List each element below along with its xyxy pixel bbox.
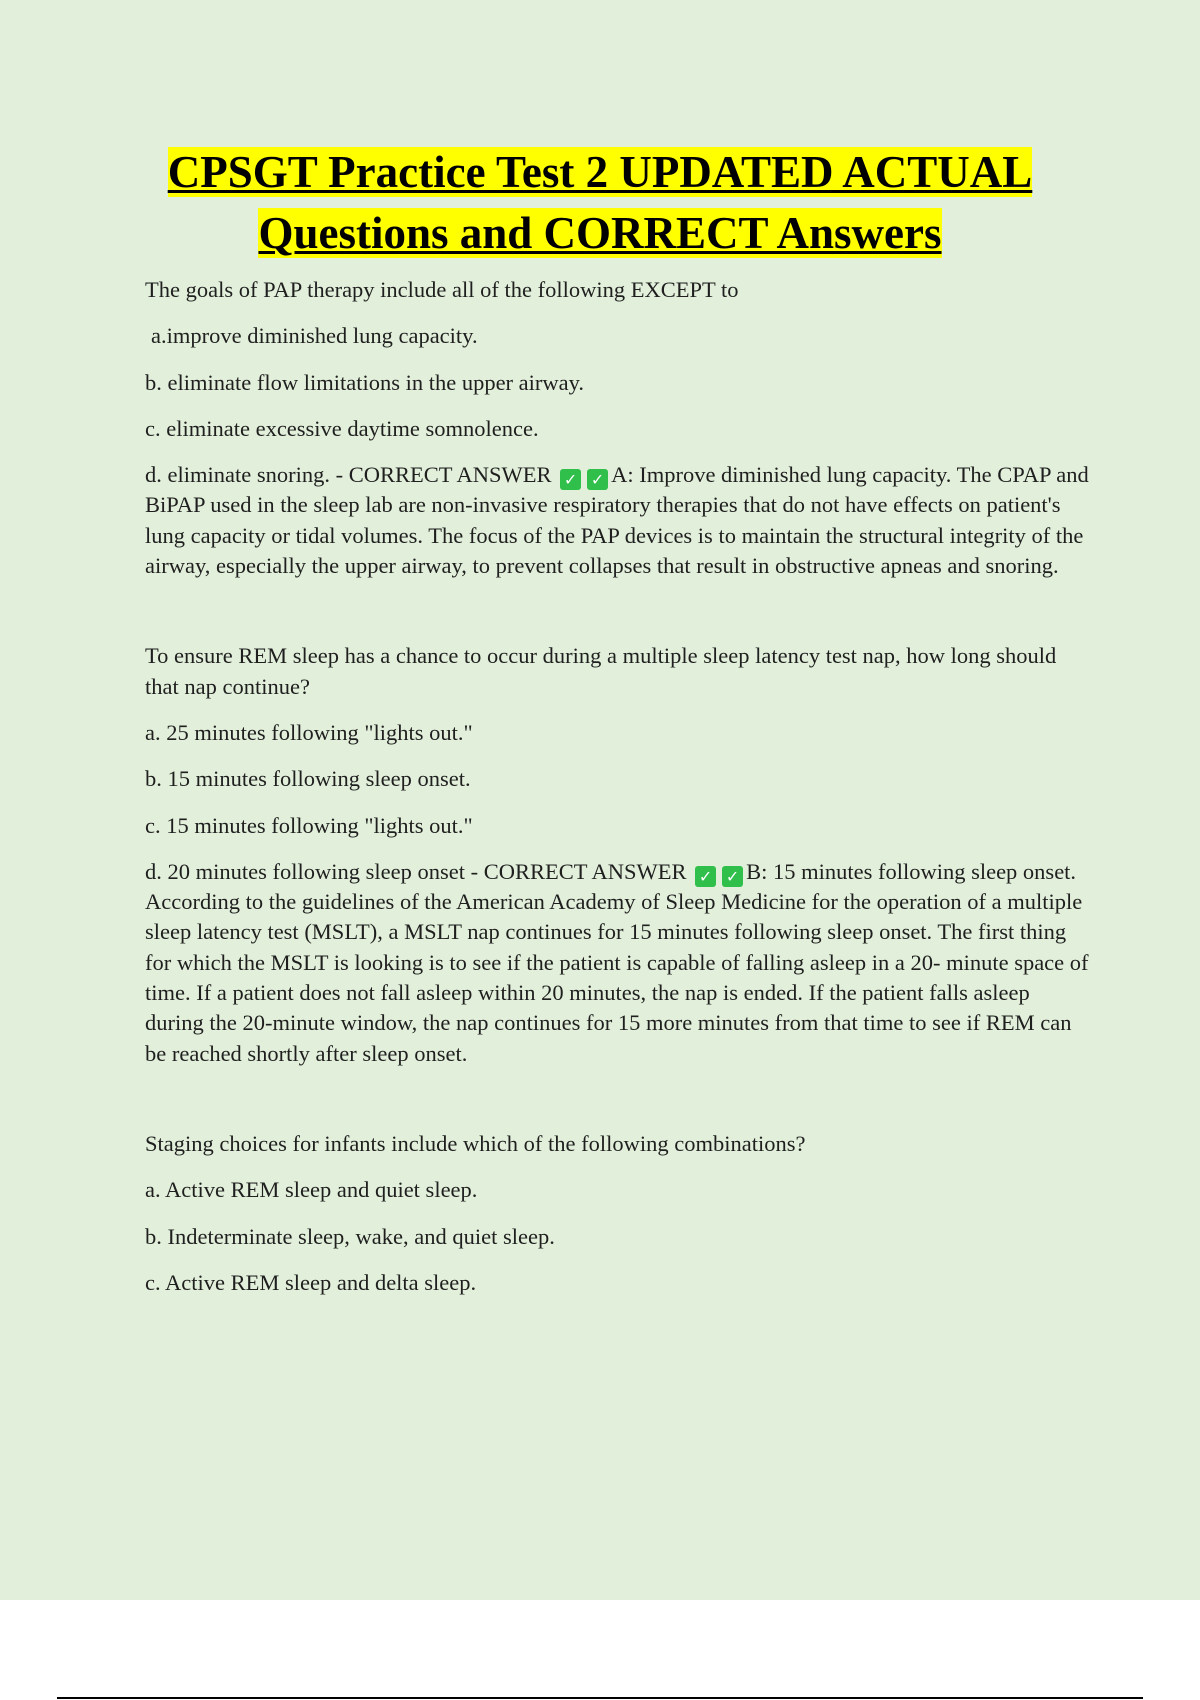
- question-3: [145, 1129, 1090, 1298]
- page-title: [100, 142, 1100, 264]
- footer-divider: [57, 1697, 1143, 1699]
- answer-explanation: A: Improve diminished lung capacity. The CPAP and BiPAP used in the sleep lab are non-invasive respiratory therapies that do not have effects on patient's lung capacity or tidal volumes. The focus of the PAP devices is to maintain the structural integrity of the airway, especially the upper airway, to prevent collapses that result in obstructive apneas and snoring.: [145, 462, 1089, 579]
- option-b: b. Indeterminate sleep, wake, and quiet sleep.: [145, 1223, 555, 1249]
- question-stem: The goals of PAP therapy include all of the following EXCEPT to: [145, 277, 739, 302]
- question-stem: Staging choices for infants include which of the following combinations?: [145, 1130, 806, 1156]
- question-2: [145, 641, 1090, 1069]
- option-d-with-answer: [145, 460, 1090, 581]
- green-checkmark-icon: ✓: [587, 469, 608, 490]
- green-checkmark-icon: ✓: [722, 866, 743, 887]
- option-a: a. 25 minutes following "lights out.": [145, 719, 473, 745]
- option-b: b. eliminate flow limitations in the upper airway.: [145, 369, 585, 395]
- option-c: c. Active REM sleep and delta sleep.: [145, 1269, 477, 1295]
- green-checkmark-icon: ✓: [695, 866, 716, 887]
- green-checkmark-icon: ✓: [560, 469, 581, 490]
- title-line-1: CPSGT Practice Test 2 UPDATED ACTUAL: [167, 147, 1033, 197]
- option-d-with-answer: [145, 857, 1090, 1069]
- question-1: [145, 275, 1090, 581]
- option-d: d. 20 minutes following sleep onset - CORRECT ANSWER: [145, 858, 687, 884]
- title-line-2: Questions and CORRECT Answers: [258, 208, 942, 258]
- answer-explanation: B: 15 minutes following sleep onset. According to the guidelines of the American Academy of Sleep Medicine for the operation of a multiple sleep latency test (MSLT), a MSLT nap continues for 15 minutes following sleep onset. The first thing for which the MSLT is looking is to see if the patient is capable of falling asleep in a 20- minute space of time. If a patient does not fall asleep within 20 minutes, the nap is ended. If the patient falls asleep during the 20-minute window, the nap continues for 15 more minutes from that time to see if REM can be reached shortly after sleep onset.: [145, 858, 1089, 1066]
- question-stem: To ensure REM sleep has a chance to occur during a multiple sleep latency test nap, how long should that nap continue?: [145, 643, 1057, 699]
- option-d: d. eliminate snoring. - CORRECT ANSWER: [145, 462, 552, 488]
- option-c: c. eliminate excessive daytime somnolence.: [145, 415, 539, 441]
- option-b: b. 15 minutes following sleep onset.: [145, 766, 471, 792]
- option-a: a.improve diminished lung capacity.: [151, 323, 478, 349]
- option-a: a. Active REM sleep and quiet sleep.: [145, 1177, 478, 1203]
- option-c: c. 15 minutes following "lights out.": [145, 812, 473, 838]
- question-list: [145, 275, 1090, 1358]
